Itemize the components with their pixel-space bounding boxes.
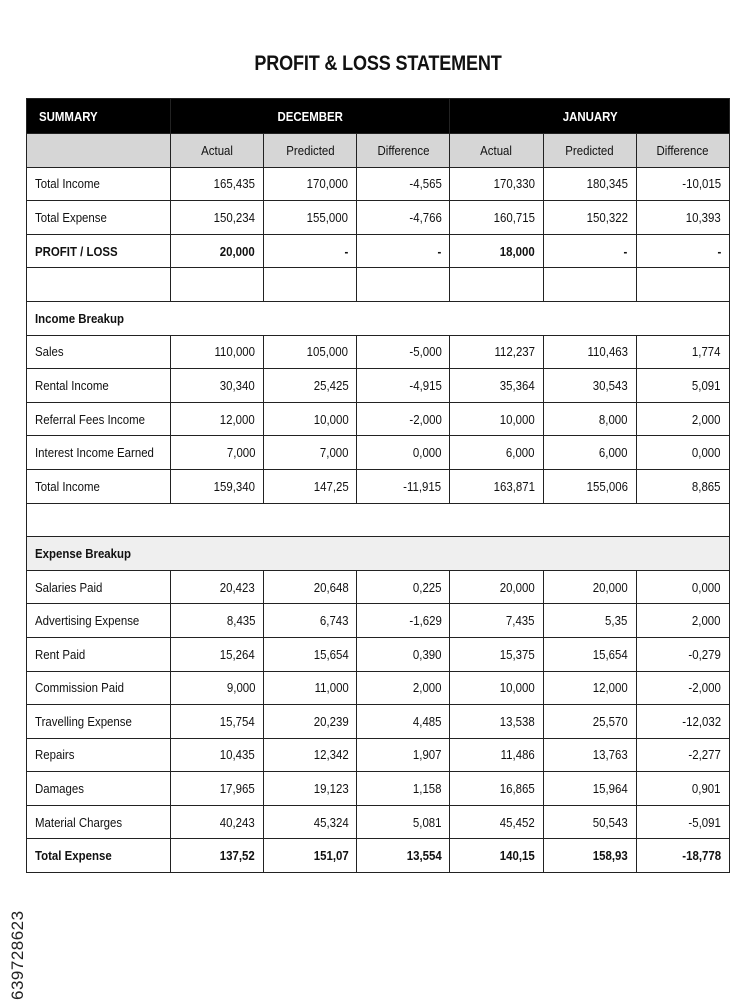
value-cell: 15,964 (543, 772, 636, 806)
blank-cell (27, 503, 730, 537)
table-row (27, 234, 730, 268)
row-label: PROFIT / LOSS (27, 234, 171, 268)
value-cell: 10,435 (171, 738, 264, 772)
value-cell: -2,000 (636, 671, 729, 705)
value-cell: -12,032 (636, 705, 729, 739)
value-cell: 30,340 (171, 369, 264, 403)
col-header: Actual (450, 134, 543, 168)
row-label: Total Expense (27, 201, 171, 235)
row-label: Advertising Expense (27, 604, 171, 638)
value-cell: 150,322 (543, 201, 636, 235)
value-cell: 8,000 (543, 402, 636, 436)
value-cell: -4,915 (357, 369, 450, 403)
value-cell: 7,000 (264, 436, 357, 470)
value-cell: -10,015 (636, 167, 729, 201)
value-cell: 1,158 (357, 772, 450, 806)
value-cell: -11,915 (357, 469, 450, 503)
table-row (27, 604, 730, 638)
table-row (27, 369, 730, 403)
value-cell: 112,237 (450, 335, 543, 369)
value-cell: 6,743 (264, 604, 357, 638)
value-cell: 17,965 (171, 772, 264, 806)
december-header: DECEMBER (171, 99, 450, 134)
value-cell: 8,435 (171, 604, 264, 638)
value-cell: 15,654 (543, 637, 636, 671)
value-cell: 159,340 (171, 469, 264, 503)
value-cell: - (543, 234, 636, 268)
value-cell: 5,091 (636, 369, 729, 403)
value-cell: 13,554 (357, 839, 450, 873)
row-label: Total Income (27, 167, 171, 201)
value-cell: 25,570 (543, 705, 636, 739)
row-label: Travelling Expense (27, 705, 171, 739)
value-cell: 11,486 (450, 738, 543, 772)
value-cell: 12,000 (171, 402, 264, 436)
col-header: Predicted (543, 134, 636, 168)
table-row (27, 705, 730, 739)
value-cell: 20,000 (543, 570, 636, 604)
value-cell: 155,000 (264, 201, 357, 235)
value-cell: 1,774 (636, 335, 729, 369)
table-row (27, 335, 730, 369)
value-cell: 13,763 (543, 738, 636, 772)
value-cell: 15,654 (264, 637, 357, 671)
section-heading: Income Breakup (27, 301, 730, 335)
col-header: Difference (636, 134, 729, 168)
table-row (27, 772, 730, 806)
page-title: PROFIT & LOSS STATEMENT (254, 52, 502, 75)
value-cell: 20,648 (264, 570, 357, 604)
section-heading-row (27, 301, 730, 335)
value-cell: 0,000 (636, 436, 729, 470)
table-row (27, 402, 730, 436)
table-row (27, 167, 730, 201)
value-cell: 6,000 (543, 436, 636, 470)
value-cell: 15,264 (171, 637, 264, 671)
value-cell: 20,423 (171, 570, 264, 604)
value-cell: 0,901 (636, 772, 729, 806)
column-header-row (27, 134, 730, 168)
value-cell: 15,754 (171, 705, 264, 739)
table-header-row (27, 99, 730, 134)
col-header: Difference (357, 134, 450, 168)
value-cell: -2,000 (357, 402, 450, 436)
value-cell: -4,565 (357, 167, 450, 201)
value-cell: 5,35 (543, 604, 636, 638)
value-cell: 11,000 (264, 671, 357, 705)
blank-cell (357, 268, 450, 302)
value-cell: 20,000 (450, 570, 543, 604)
row-label: Repairs (27, 738, 171, 772)
value-cell: 180,345 (543, 167, 636, 201)
table-row (27, 637, 730, 671)
value-cell: -4,766 (357, 201, 450, 235)
blank-cell (27, 268, 171, 302)
section-heading: Expense Breakup (27, 537, 730, 571)
value-cell: 20,239 (264, 705, 357, 739)
value-cell: 12,000 (543, 671, 636, 705)
row-label: Rental Income (27, 369, 171, 403)
january-header: JANUARY (450, 99, 730, 134)
value-cell: 6,000 (450, 436, 543, 470)
value-cell: -0,279 (636, 637, 729, 671)
blank-cell (264, 268, 357, 302)
value-cell: 163,871 (450, 469, 543, 503)
value-cell: 9,000 (171, 671, 264, 705)
table-row (27, 436, 730, 470)
value-cell: 150,234 (171, 201, 264, 235)
value-cell: - (636, 234, 729, 268)
table-row (27, 469, 730, 503)
value-cell: 0,000 (357, 436, 450, 470)
value-cell: 15,375 (450, 637, 543, 671)
value-cell: 7,000 (171, 436, 264, 470)
value-cell: 19,123 (264, 772, 357, 806)
value-cell: 160,715 (450, 201, 543, 235)
value-cell: 30,543 (543, 369, 636, 403)
value-cell: 16,865 (450, 772, 543, 806)
value-cell: 2,000 (357, 671, 450, 705)
row-label: Total Income (27, 469, 171, 503)
value-cell: -5,091 (636, 805, 729, 839)
value-cell: 20,000 (171, 234, 264, 268)
row-label: Salaries Paid (27, 570, 171, 604)
table-row (27, 201, 730, 235)
value-cell: 170,330 (450, 167, 543, 201)
value-cell: 105,000 (264, 335, 357, 369)
profit-loss-table (26, 98, 730, 873)
value-cell: 8,865 (636, 469, 729, 503)
col-header: Actual (171, 134, 264, 168)
col-header: Predicted (264, 134, 357, 168)
value-cell: -1,629 (357, 604, 450, 638)
section-heading-row (27, 537, 730, 571)
value-cell: 40,243 (171, 805, 264, 839)
value-cell: 151,07 (264, 839, 357, 873)
value-cell: 165,435 (171, 167, 264, 201)
table-row (27, 570, 730, 604)
value-cell: 170,000 (264, 167, 357, 201)
blank-row (27, 503, 730, 537)
row-label: Total Expense (27, 839, 171, 873)
blank-cell (171, 268, 264, 302)
value-cell: -2,277 (636, 738, 729, 772)
value-cell: 0,225 (357, 570, 450, 604)
value-cell: 7,435 (450, 604, 543, 638)
row-label: Rent Paid (27, 637, 171, 671)
value-cell: 2,000 (636, 604, 729, 638)
value-cell: 5,081 (357, 805, 450, 839)
value-cell: 140,15 (450, 839, 543, 873)
table-row (27, 839, 730, 873)
value-cell: 35,364 (450, 369, 543, 403)
row-label: Sales (27, 335, 171, 369)
value-cell: 10,000 (450, 671, 543, 705)
value-cell: 10,000 (264, 402, 357, 436)
value-cell: - (357, 234, 450, 268)
blank-cell (636, 268, 729, 302)
blank-row (27, 268, 730, 302)
summary-header: SUMMARY (27, 99, 171, 134)
row-label: Damages (27, 772, 171, 806)
value-cell: 4,485 (357, 705, 450, 739)
value-cell: 155,006 (543, 469, 636, 503)
value-cell: 50,543 (543, 805, 636, 839)
value-cell: 13,538 (450, 705, 543, 739)
blank-cell (543, 268, 636, 302)
value-cell: - (264, 234, 357, 268)
value-cell: 10,393 (636, 201, 729, 235)
value-cell: 45,324 (264, 805, 357, 839)
value-cell: 110,000 (171, 335, 264, 369)
value-cell: -5,000 (357, 335, 450, 369)
value-cell: 110,463 (543, 335, 636, 369)
value-cell: 2,000 (636, 402, 729, 436)
value-cell: 0,000 (636, 570, 729, 604)
value-cell: 45,452 (450, 805, 543, 839)
table-row (27, 805, 730, 839)
side-watermark-id: 639728623 (8, 910, 27, 1000)
table-row (27, 738, 730, 772)
blank-header-cell (27, 134, 171, 168)
value-cell: 12,342 (264, 738, 357, 772)
value-cell: 1,907 (357, 738, 450, 772)
row-label: Commission Paid (27, 671, 171, 705)
value-cell: 158,93 (543, 839, 636, 873)
blank-cell (450, 268, 543, 302)
value-cell: 25,425 (264, 369, 357, 403)
table-row (27, 671, 730, 705)
value-cell: 10,000 (450, 402, 543, 436)
value-cell: 0,390 (357, 637, 450, 671)
row-label: Material Charges (27, 805, 171, 839)
value-cell: -18,778 (636, 839, 729, 873)
value-cell: 18,000 (450, 234, 543, 268)
row-label: Interest Income Earned (27, 436, 171, 470)
value-cell: 137,52 (171, 839, 264, 873)
row-label: Referral Fees Income (27, 402, 171, 436)
value-cell: 147,25 (264, 469, 357, 503)
